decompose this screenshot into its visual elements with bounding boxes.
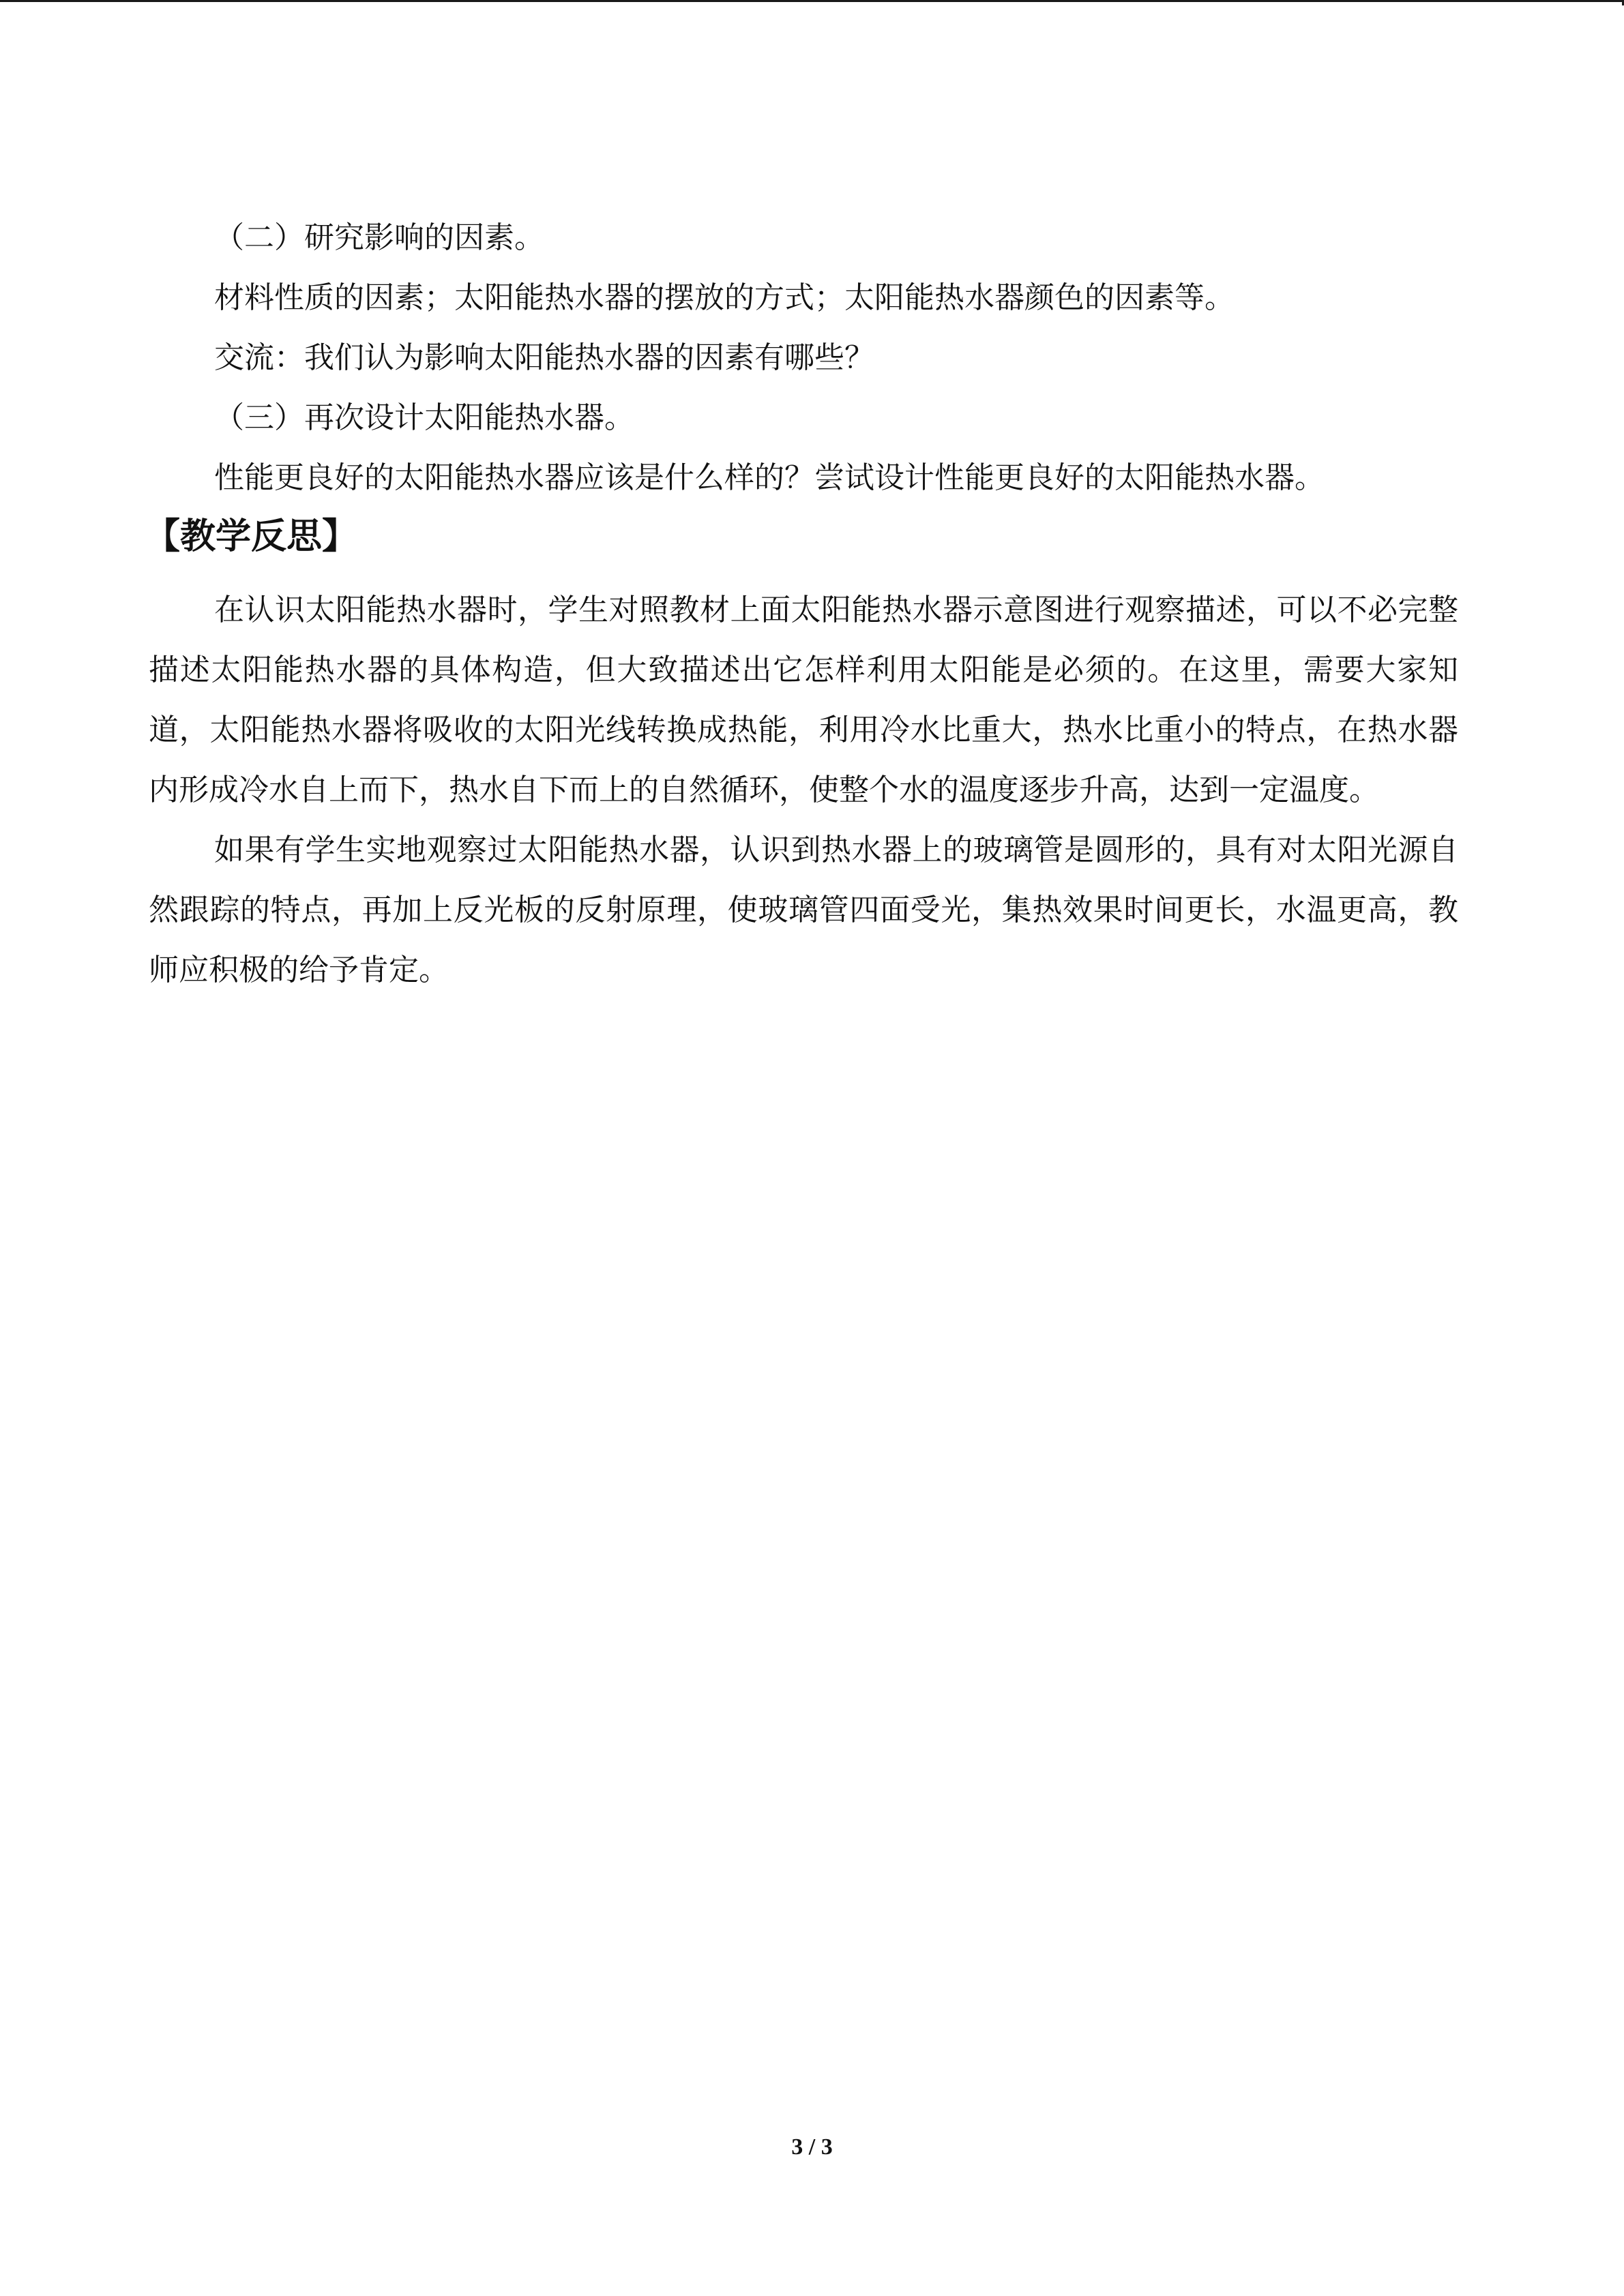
top-border-line <box>0 0 1624 2</box>
paragraph-factor-list: 材料性质的因素；太阳能热水器的摆放的方式；太阳能热水器颜色的因素等。 <box>214 280 1235 315</box>
page-number: 3 / 3 <box>791 2134 833 2160</box>
paragraph-discussion: 交流：我们认为影响太阳能热水器的因素有哪些？ <box>214 340 874 375</box>
paragraph-reflection-2: 如果有学生实地观察过太阳能热水器，认识到热水器上的玻璃管是圆形的，具有对太阳光源自然跟踪的特点，再加上反光板的反射原理，使玻璃管四面受光，集热效果时间更长，水温更高，教师应积极的给予肯定。 <box>149 833 1458 987</box>
page-content <box>145 208 1458 1000</box>
paragraph-reflection-1: 在认识太阳能热水器时，学生对照教材上面太阳能热水器示意图进行观察描述，可以不必完整描述太阳能热水器的具体构造，但大致描述出它怎样利用太阳能是必须的。在这里，需要大家知道，太阳能热水器将吸收的太阳光线转换成热能，利用冷水比重大，热水比重小的特点，在热水器内形成冷水自上而下，热水自下而上的自然循环，使整个水的温度逐步升高，达到一定温度。 <box>149 593 1458 807</box>
section-heading-teaching-reflection: 【教学反思】 <box>145 516 358 557</box>
paragraph-research-factors: （二）研究影响的因素。 <box>214 220 544 255</box>
paragraph-redesign: （三）再次设计太阳能热水器。 <box>214 400 634 435</box>
paragraph-better-design: 性能更良好的太阳能热水器应该是什么样的？尝试设计性能更良好的太阳能热水器。 <box>214 460 1325 495</box>
